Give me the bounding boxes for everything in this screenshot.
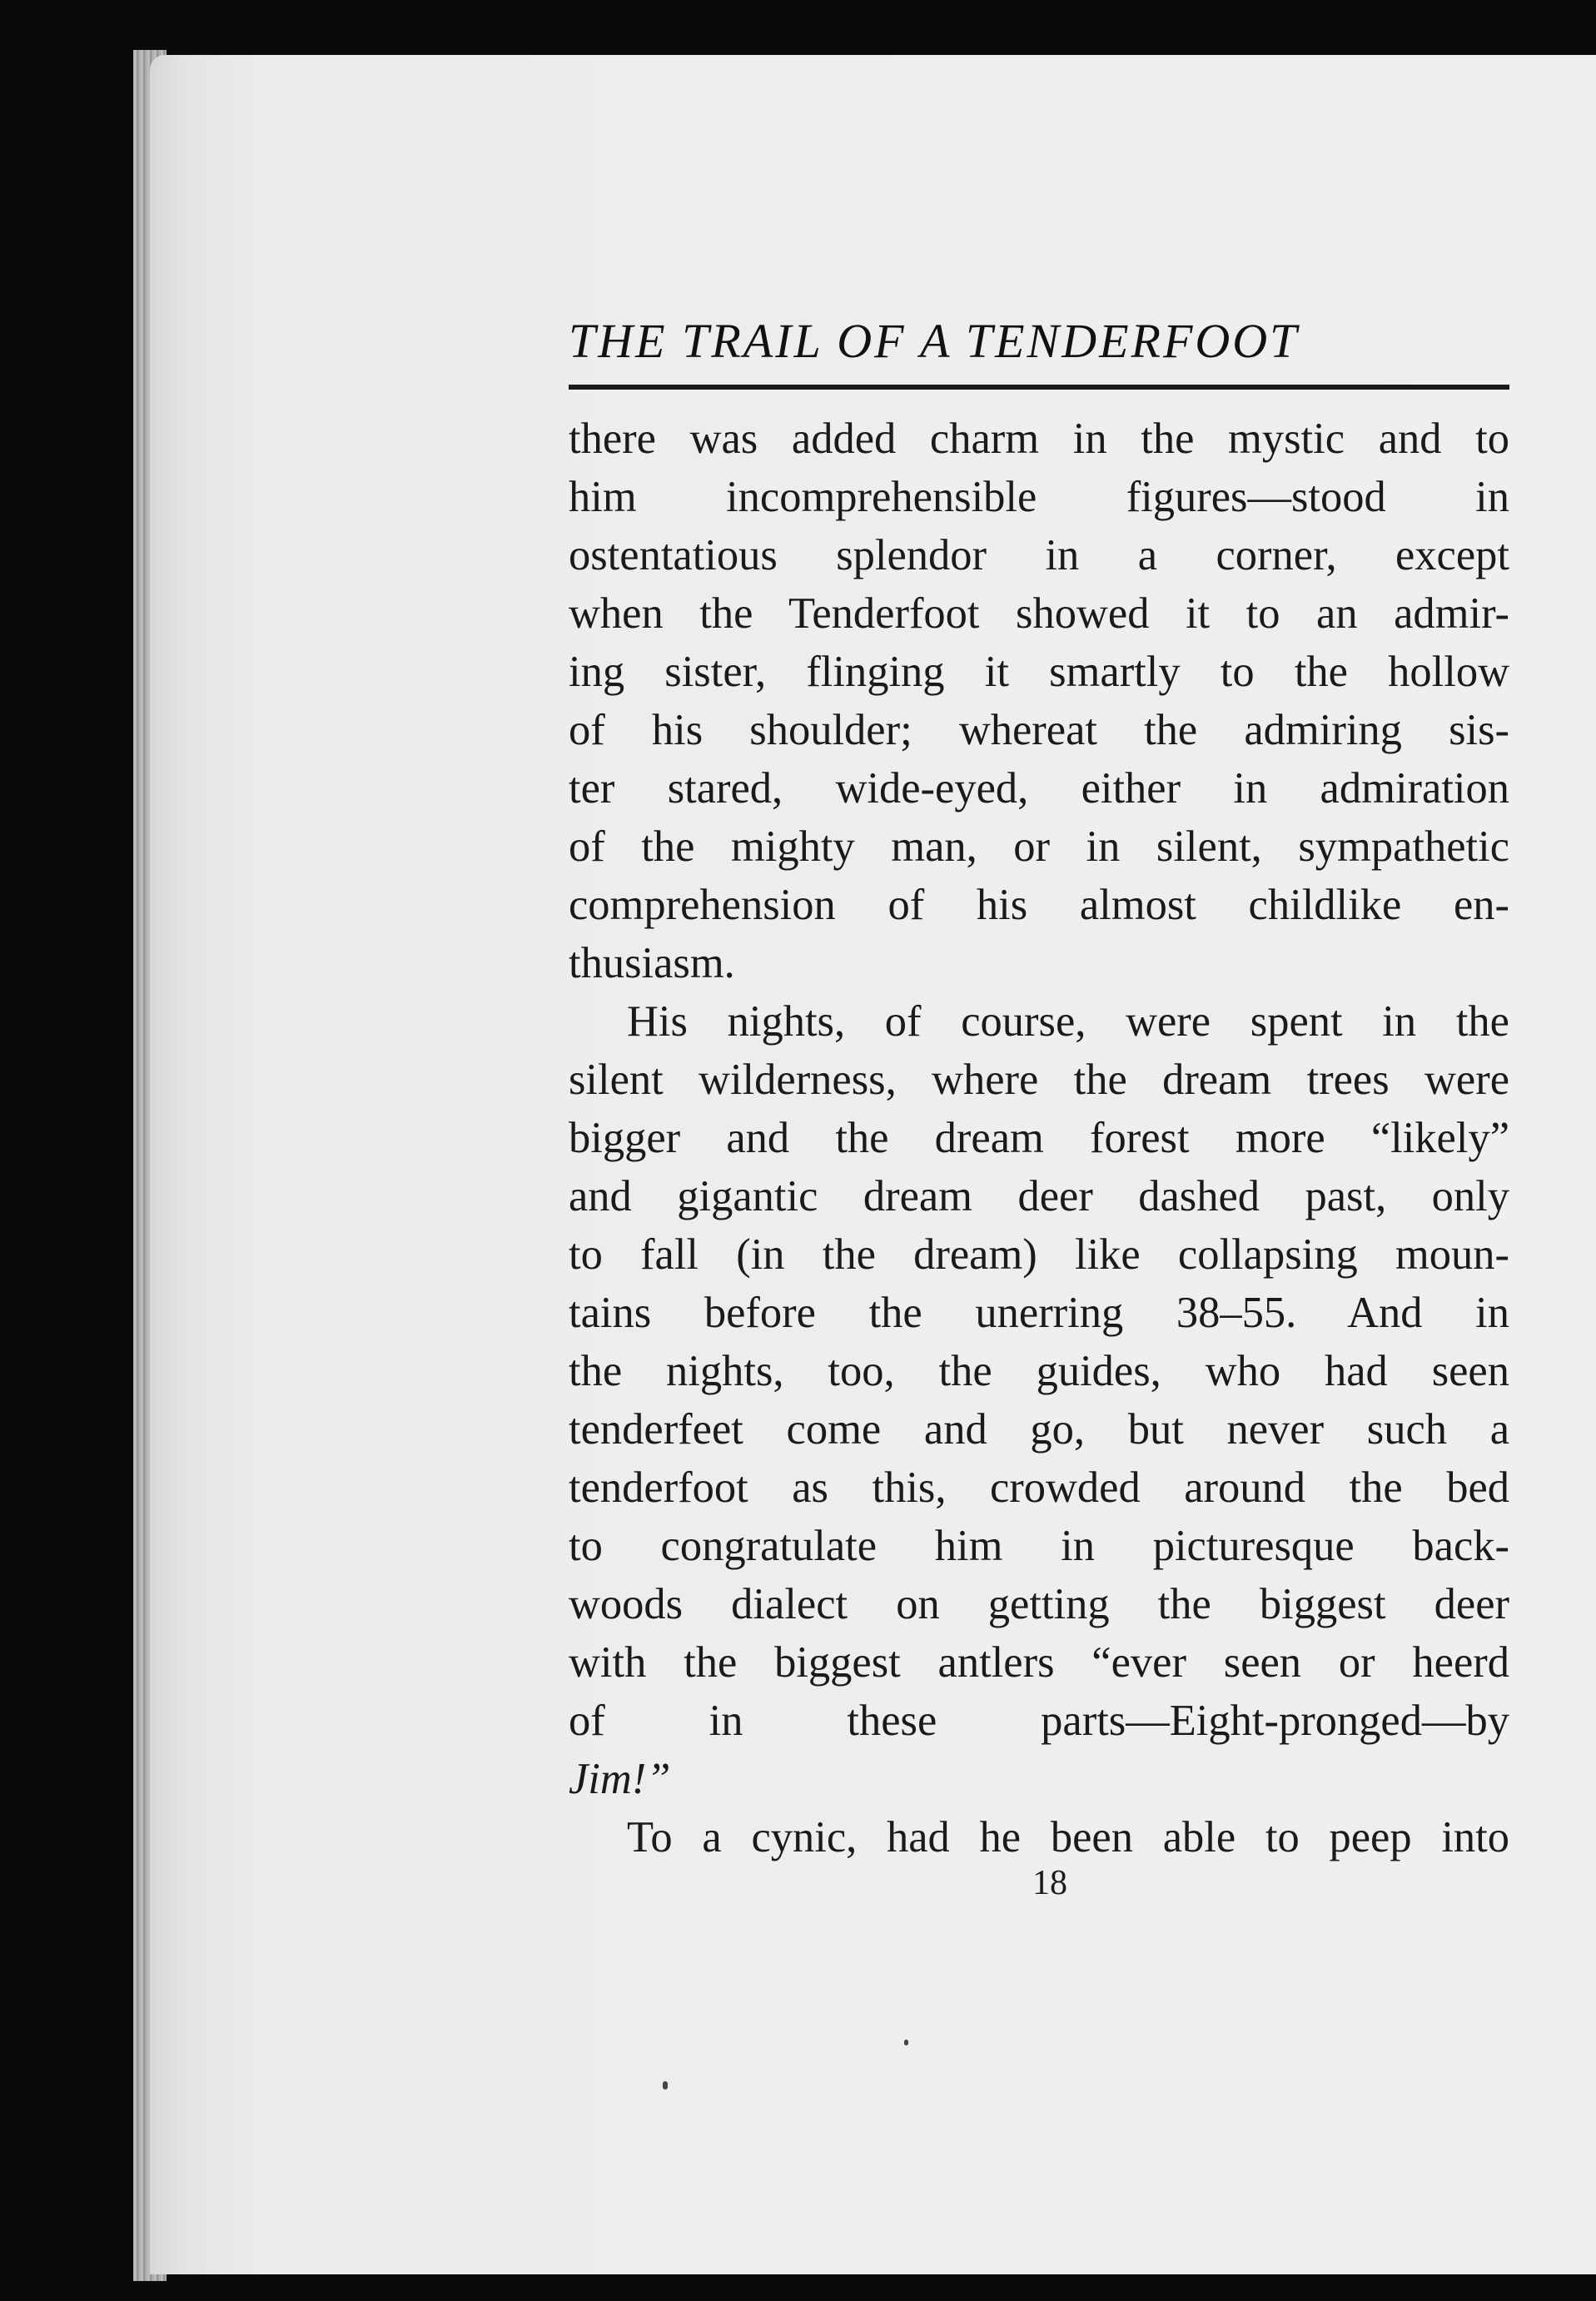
text-line: when the Tenderfoot showed it to an admir- [569,589,1509,638]
scan-speck [904,2040,908,2045]
text-line: of the mighty man, or in silent, sympathetic [569,822,1509,871]
text-line: ter stared, wide-eyed, either in admiration [569,764,1509,813]
header-rule [569,385,1509,390]
text-line: His nights, of course, were spent in the [627,997,1509,1046]
text-line: of in these parts—Eight-pronged—by [569,1697,1509,1745]
text-line: comprehension of his almost childlike en- [569,881,1509,929]
text-line: the nights, too, the guides, who had seen [569,1347,1509,1395]
text-line: there was added charm in the mystic and to [569,415,1509,463]
text-line: thusiasm. [569,939,735,987]
page-number: 18 [1032,1864,1067,1902]
text-line: to fall (in the dream) like collapsing moun- [569,1230,1509,1279]
text-line: with the biggest antlers “ever seen or heerd [569,1638,1509,1687]
text-line: ing sister, flinging it smartly to the hollow [569,648,1509,696]
text-line: ostentatious splendor in a corner, except [569,531,1509,579]
body-text [569,410,1509,1866]
text-line: silent wilderness, where the dream trees were [569,1056,1509,1104]
text-line: To a cynic, had he been able to peep into [627,1813,1509,1861]
text-line: him incomprehensible figures—stood in [569,473,1509,521]
text-line: to congratulate him in picturesque back- [569,1522,1509,1570]
scan-speck [663,2081,668,2090]
text-line: of his shoulder; whereat the admiring sis- [569,706,1509,754]
text-line: tains before the unerring 38–55. And in [569,1289,1509,1337]
text-line: and gigantic dream deer dashed past, only [569,1172,1509,1220]
text-line: woods dialect on getting the biggest deer [569,1580,1509,1628]
text-line: bigger and the dream forest more “likely” [569,1114,1509,1162]
running-head: THE TRAIL OF A TENDERFOOT [569,314,1300,368]
text-line: tenderfoot as this, crowded around the bed [569,1464,1509,1512]
text-line: tenderfeet come and go, but never such a [569,1405,1509,1454]
text-line: Jim!” [569,1755,671,1803]
